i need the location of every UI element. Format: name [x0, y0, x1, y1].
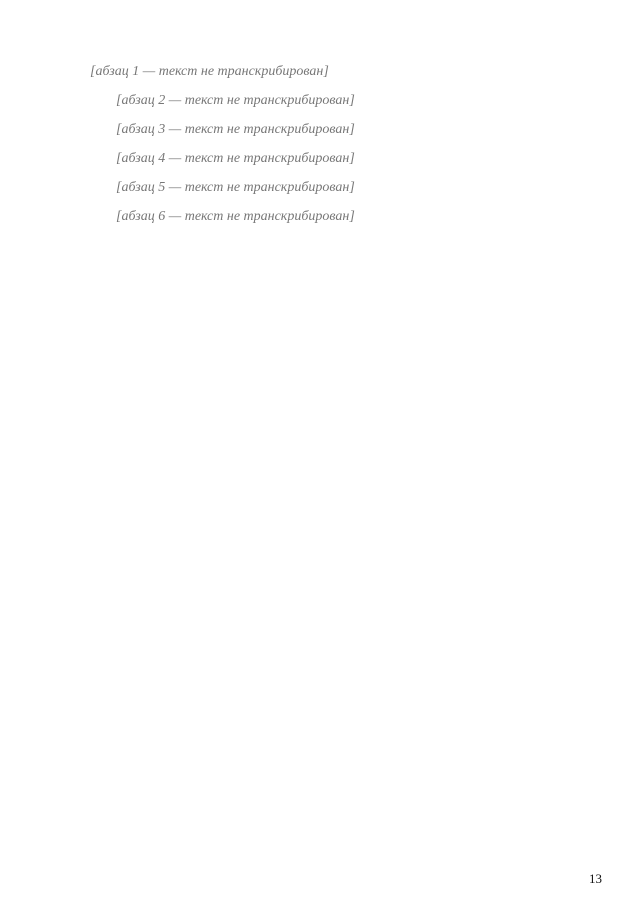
- paragraph-4: [абзац 4 — текст не транскрибирован]: [116, 151, 355, 166]
- page-number: 13: [589, 871, 602, 886]
- paragraph-1: [абзац 1 — текст не транскрибирован]: [90, 64, 329, 79]
- paragraph-3: [абзац 3 — текст не транскрибирован]: [116, 122, 355, 137]
- document-body: [90, 62, 608, 236]
- paragraph-6: [абзац 6 — текст не транскрибирован]: [116, 209, 355, 224]
- paragraph-5: [абзац 5 — текст не транскрибирован]: [116, 180, 355, 195]
- paragraph-2: [абзац 2 — текст не транскрибирован]: [116, 93, 355, 108]
